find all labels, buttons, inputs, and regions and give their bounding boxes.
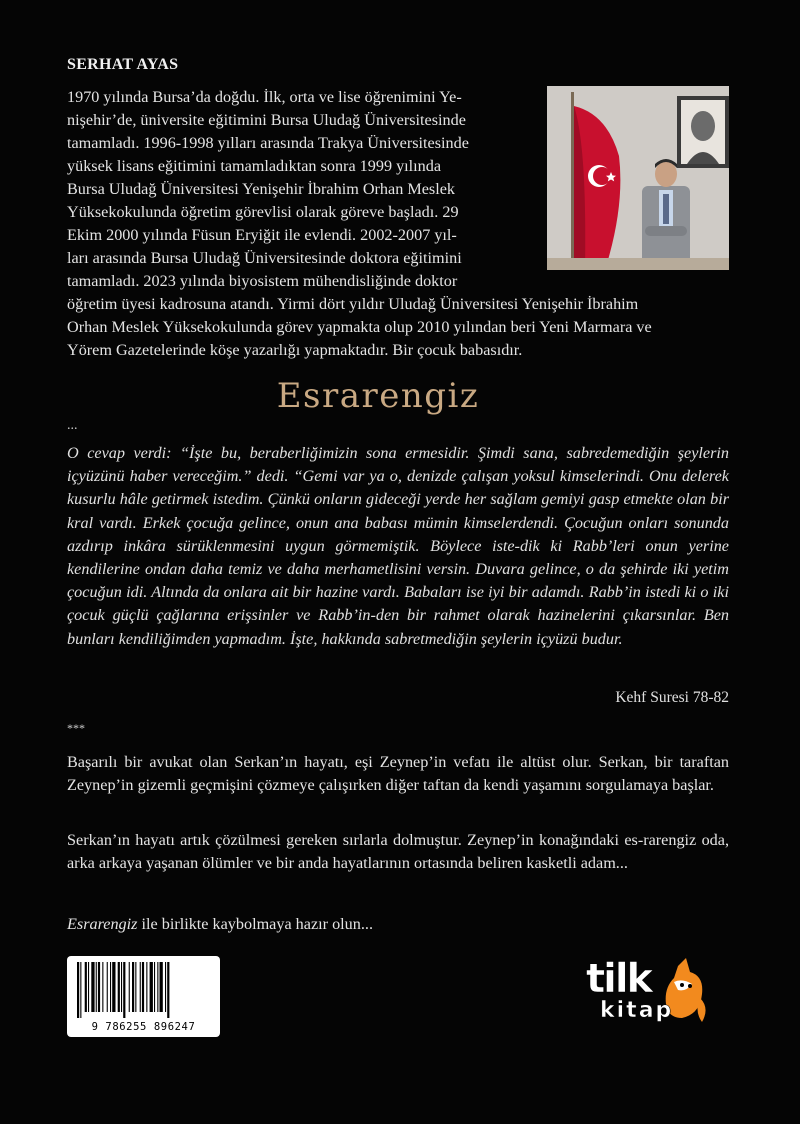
book-title: Esrarengiz — [276, 376, 480, 416]
bio-line: ları arasında Bursa Uludağ Üniversitesinde doktora eğitimini — [67, 249, 462, 267]
barcode-bar — [129, 962, 130, 1012]
book-title-inline: Esrarengiz — [67, 915, 138, 933]
isbn-barcode — [67, 956, 220, 1037]
bio-line: Bursa Uludağ Üniversitesi Yenişehir İbrahim Orhan Meslek — [67, 180, 455, 198]
barcode-bar — [160, 962, 163, 1012]
quote-source: Kehf Suresi 78-82 — [615, 689, 729, 706]
barcode-bar — [121, 962, 122, 1012]
bio-line: 1970 yılında Bursa’da doğdu. İlk, orta ve lise öğrenimini Ye- — [67, 88, 462, 106]
barcode-bar — [157, 962, 158, 1012]
author-bio — [67, 86, 729, 362]
barcode-bar — [154, 962, 155, 1012]
bio-line: Yörem Gazetelerinde köşe yazarlığı yapmaktadır. Bir çocuk babasıdır. — [67, 341, 523, 359]
barcode-bar — [112, 962, 115, 1012]
barcode-bar — [107, 962, 108, 1012]
barcode-bar — [110, 962, 111, 1012]
bio-line: Orhan Meslek Yüksekokulunda görev yapmakta olup 2010 yılından beri Yeni Marmara ve — [67, 318, 652, 336]
quote-text: O cevap verdi: “İşte bu, beraberliğimizin sona ermesidir. Şimdi sana, sabredemediğin şeylerin içyüzünü haber vereceğim.” dedi. “Gemi var ya o, denizde çalışan yoksul kimselerindi. Onu delerek kusurlu hâle getirmek istedim. Çünkü onların gideceği yerde her sağlam gemiyi gasp etmekte olan bir kral vardı. Erkek çocuğa gelince, onun ana babası mümin kimselerdendi. Çocuğun onları sonunda azdırıp inkâra sürüklenmesini uygun görmemiştik. Böylece iste-dik ki Rabb’leri onun yerine kendilerine ondan daha temiz ve daha merhametlisini versin. Duvara gelince, o da şehirde iki yetim çocuğun idi. Altında da onlara ait bir hazine vardı. Babaları ise iyi bir adamdı. Rabb’in istedi ki o iki çocuk güçlü çağlarına erişsinler ve Rabb’in-den bir rahmet olarak hazinelerini çıkarsınlar. Ben bunları kendiliğimden yapmadım. İşte, hakkında sabretmediğin şeylerin içyüzü budur. — [67, 444, 729, 648]
barcode-bar — [123, 962, 125, 1018]
barcode-bar — [150, 962, 153, 1012]
barcode-bar — [167, 962, 169, 1018]
bio-line: yüksek lisans eğitimini tamamladıktan sonra 1999 yılında — [67, 157, 442, 175]
publisher-logo — [582, 958, 712, 1033]
barcode-bar — [118, 962, 120, 1012]
bio-line: Yüksekokulunda öğretim görevlisi olarak göreve başladı. 29 — [67, 203, 459, 221]
blurb-paragraph-3-text: ile birlikte kaybolmaya hazır olun... — [137, 915, 374, 933]
blurb-paragraph-3 — [67, 913, 729, 936]
publisher-name-top: tilk — [586, 956, 652, 1002]
publisher-name-bottom: kitap — [600, 998, 674, 1023]
barcode-bar — [96, 962, 97, 1012]
bio-line: tamamladı. 2023 yılında biyosistem mühendisliğinde doktor — [67, 272, 458, 290]
barcode-bar — [140, 962, 141, 1012]
barcode-bar — [102, 962, 103, 1012]
blurb-paragraph-1: Başarılı bir avukat olan Serkan’ın hayatı, eşi Zeynep’in vefatı ile altüst olur. Serkan, bir taraftan Zeynep’in gizemli geçmişini çözmeye çalışırken diğer taftan da kendi yaşamını sorgulamaya başlar. — [67, 753, 729, 794]
barcode-bar — [85, 962, 87, 1012]
barcode-bar — [77, 962, 79, 1018]
barcode-bar — [165, 962, 166, 1012]
barcode-bar — [135, 962, 136, 1012]
barcode-bar — [132, 962, 134, 1012]
quote-ellipsis: ... — [67, 418, 78, 433]
barcode-bars — [75, 962, 212, 1018]
bio-line: nişehir’de, üniversite eğitimini Bursa Uludağ Üniversitesinde — [67, 111, 466, 129]
bio-line: öğretim üyesi kadrosuna atandı. Yirmi dört yıldır Uludağ Üniversitesi Yenişehir İbrahim — [67, 295, 639, 313]
barcode-bar — [98, 962, 100, 1012]
bio-line: tamamladı. 1996-1998 yılları arasında Trakya Üniversitesinde — [67, 134, 469, 152]
barcode-bar — [91, 962, 94, 1012]
isbn-number: 9 786255 896247 — [91, 1021, 196, 1033]
section-separator: *** — [67, 721, 85, 735]
author-photo — [547, 86, 729, 270]
bio-line: Ekim 2000 yılında Füsun Eryiğit ile evlendi. 2002-2007 yıl- — [67, 226, 457, 244]
barcode-bar — [146, 962, 147, 1012]
barcode-bar — [88, 962, 89, 1012]
author-name: SERHAT AYAS — [67, 56, 179, 73]
barcode-bar — [80, 962, 81, 1018]
barcode-bar — [142, 962, 144, 1012]
blurb-paragraph-2: Serkan’ın hayatı artık çözülmesi gereken sırlarla dolmuştur. Zeynep’in konağındaki es-rarengiz oda, arka arkaya yaşanan ölümler ve bir anda hayatlarının ortasında beliren kasketli adam... — [67, 831, 729, 872]
